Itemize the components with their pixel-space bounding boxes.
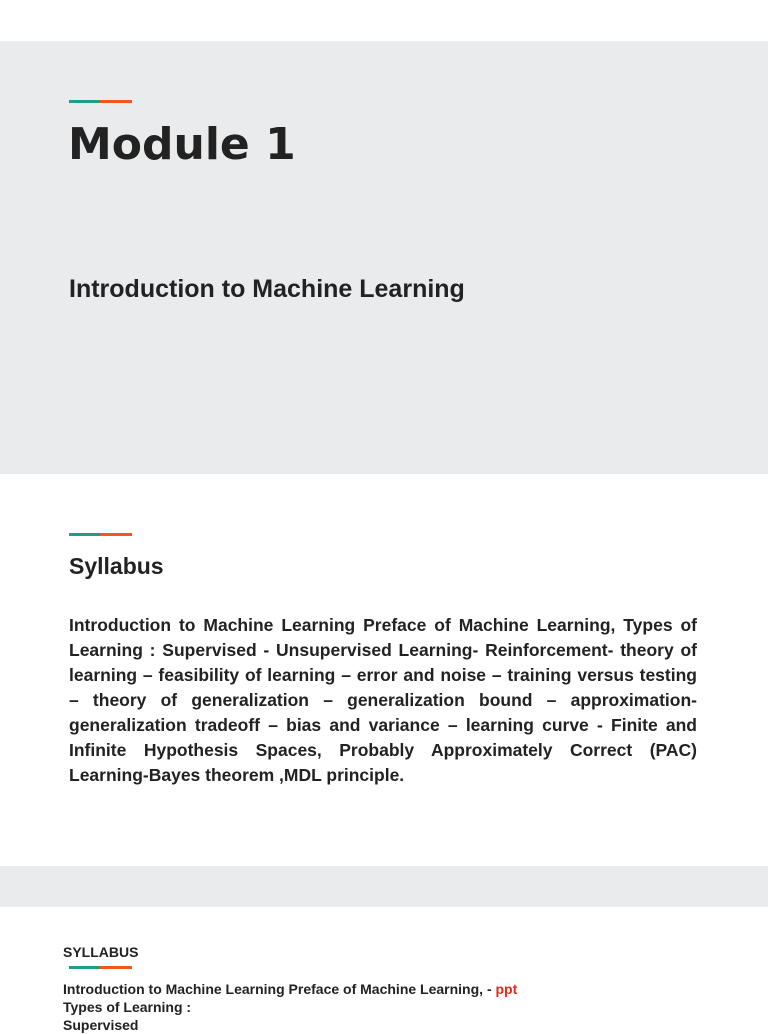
document-line-text: Introduction to Machine Learning Preface of Machine Learning, - xyxy=(63,981,496,997)
syllabus-heading: Syllabus xyxy=(69,553,164,579)
document-line: Types of Learning : xyxy=(63,999,192,1015)
document-heading: SYLLABUS xyxy=(63,944,139,960)
top-margin xyxy=(0,0,768,41)
title-accent-bar xyxy=(69,100,132,103)
slide-divider xyxy=(0,866,768,907)
accent-orange-segment xyxy=(100,100,132,103)
syllabus-slide xyxy=(0,474,768,866)
syllabus-accent-bar xyxy=(69,533,132,536)
accent-teal-segment xyxy=(69,966,100,969)
document-line: Supervised xyxy=(63,1017,139,1033)
accent-teal-segment xyxy=(69,533,100,536)
title-slide xyxy=(0,41,768,474)
module-title: Module 1 xyxy=(68,119,296,170)
accent-teal-segment xyxy=(69,100,100,103)
module-subtitle: Introduction to Machine Learning xyxy=(69,275,465,303)
ppt-link[interactable]: ppt xyxy=(495,981,518,997)
accent-orange-segment xyxy=(100,966,132,969)
syllabus-body: Introduction to Machine Learning Preface of Machine Learning, Types of Learning : Supervised - Unsupervised Learning- Reinforcement- theory of learning – feasibility of learning – error and noise – training versus testing – theory of generalization – generalization bound – approximation-generalization tradeoff – bias and variance – learning curve - Finite and Infinite Hypothesis Spaces, Probably Approximately Correct (PAC) Learning-Bayes theorem ,MDL principle. xyxy=(69,615,697,785)
document-accent-bar xyxy=(69,966,132,969)
syllabus-document-slide xyxy=(0,907,768,1033)
accent-orange-segment xyxy=(100,533,132,536)
document-line xyxy=(63,980,517,998)
